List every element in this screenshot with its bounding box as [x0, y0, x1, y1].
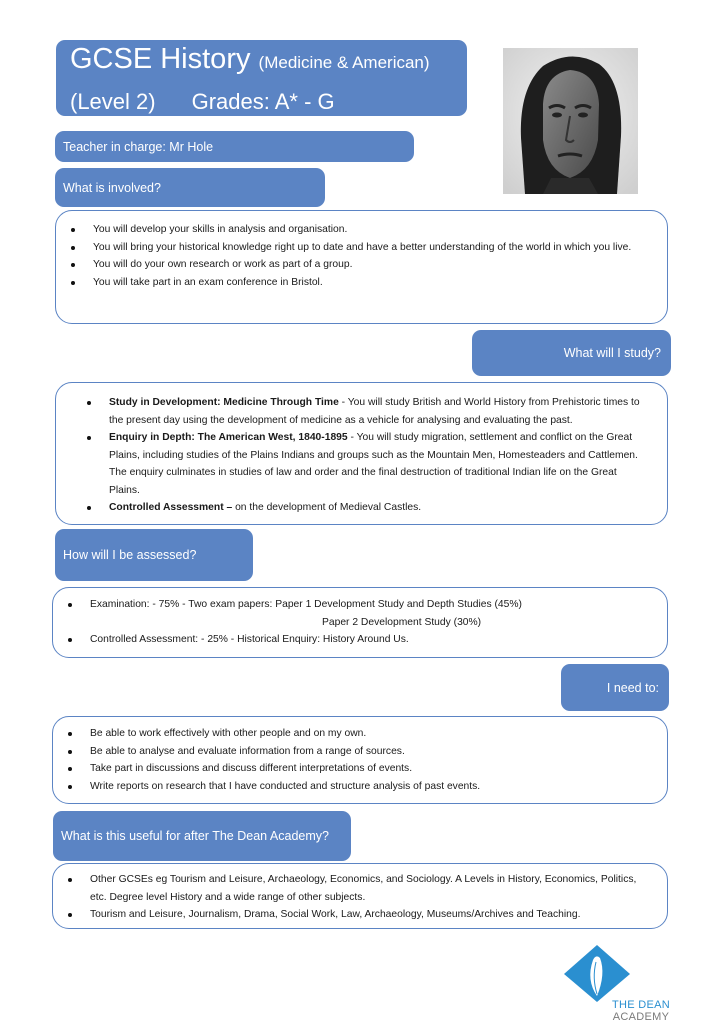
study-item-title: Study in Development: Medicine Through Time	[109, 397, 339, 408]
assessed-box	[52, 587, 668, 658]
study-item-title: Enquiry in Depth: The American West, 1840-1895	[109, 432, 348, 443]
list-item: Other GCSEs eg Tourism and Leisure, Archaeology, Economics, and Sociology. A Levels in History, Economics, Politics, etc. Degree level History and a wide range of other subjects.	[53, 871, 645, 906]
list-item: Controlled Assessment: - 25% - Historical Enquiry: History Around Us.	[53, 631, 651, 649]
list-item: Be able to work effectively with other people and on my own.	[53, 725, 651, 743]
useful-box	[52, 863, 668, 929]
assessment-exam: Examination: - 75% - Two exam papers: Paper 1 Development Study and Depth Studies (45%)	[90, 599, 522, 610]
study-header	[472, 330, 671, 376]
involved-list	[56, 221, 649, 291]
list-item: You will do your own research or work as part of a group.	[56, 256, 649, 274]
assessed-header	[55, 529, 253, 581]
level-label: (Level 2)	[70, 89, 156, 114]
teacher-banner	[55, 131, 414, 162]
involved-header	[55, 168, 325, 207]
study-item-title: Controlled Assessment –	[109, 502, 233, 513]
grades-label: Grades: A* - G	[191, 89, 335, 114]
assessed-list	[53, 596, 651, 649]
list-item: Be able to analyse and evaluate information from a range of sources.	[53, 743, 651, 761]
list-item: Take part in discussions and discuss different interpretations of events.	[53, 760, 651, 778]
list-item: You will take part in an exam conference in Bristol.	[56, 274, 649, 292]
need-heading: I need to:	[606, 680, 659, 695]
logo-line-2: ACADEMY	[612, 1011, 670, 1023]
study-item-text: - You will study migration, settlement and conflict on the Great Plains, including studies of the Plains Indians and groups such as the Mountain Men, Homesteaders and Cattlemen. The enquiry culminates in studies of law and order and the final destruction of traditional Indian life on the Great Plains.	[109, 432, 638, 496]
useful-heading: What is this useful for after The Dean Academy?	[61, 829, 329, 843]
list-item: Tourism and Leisure, Journalism, Drama, Social Work, Law, Archaeology, Museums/Archives and Teaching.	[53, 906, 645, 924]
assessment-exam-continued: Paper 2 Development Study (30%)	[322, 616, 482, 628]
title-banner	[56, 40, 467, 116]
dean-academy-logo	[562, 944, 682, 1024]
useful-header	[53, 811, 351, 861]
study-box	[55, 382, 668, 525]
title-line-1	[70, 42, 453, 80]
page-subtitle: (Medicine & American)	[258, 53, 430, 72]
involved-heading: What is involved?	[63, 180, 161, 195]
involved-box	[55, 210, 668, 324]
useful-list	[53, 871, 645, 924]
list-item: You will develop your skills in analysis and organisation.	[56, 221, 649, 239]
list-item	[53, 596, 651, 631]
list-item	[72, 429, 647, 499]
assessed-heading: How will I be assessed?	[63, 548, 197, 562]
teacher-label: Teacher in charge: Mr Hole	[63, 139, 214, 154]
need-list	[53, 725, 651, 795]
title-line-2	[70, 86, 453, 118]
study-item-text: - You will study British and World History from Prehistoric times to the present day using the development of medicine as a vehicle for analysing and evaluating the past.	[109, 397, 640, 426]
study-item-text: on the development of Medieval Castles.	[232, 502, 422, 513]
list-item	[72, 499, 647, 517]
need-header	[561, 664, 669, 711]
study-heading: What will I study?	[563, 346, 661, 360]
study-list	[72, 394, 647, 517]
portrait-photo	[503, 48, 638, 194]
need-box	[52, 716, 668, 804]
page-title: GCSE History	[70, 43, 251, 75]
list-item	[72, 394, 647, 429]
logo-line-1: THE DEAN	[611, 999, 671, 1011]
logo-emblem	[562, 944, 632, 1002]
list-item: You will bring your historical knowledge right up to date and have a better understanding of the world in which you live.	[56, 239, 649, 257]
list-item: Write reports on research that I have conducted and structure analysis of past events.	[53, 778, 651, 796]
